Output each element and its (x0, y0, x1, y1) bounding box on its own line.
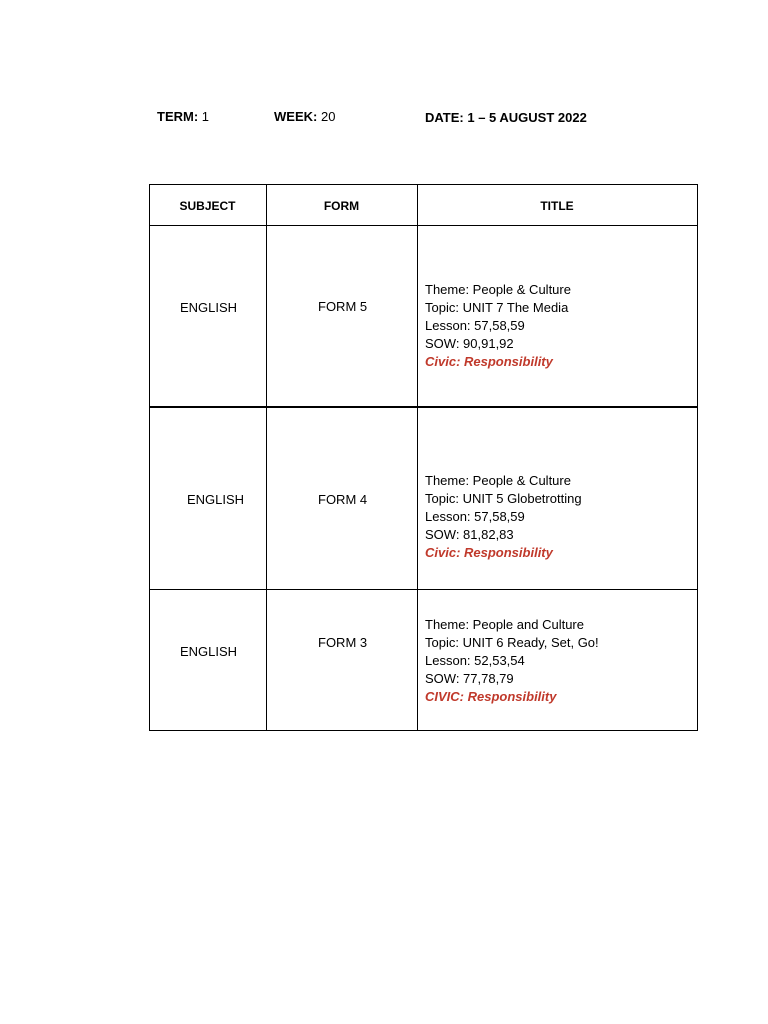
table-border-top (149, 184, 698, 185)
column-divider-1 (266, 184, 267, 731)
column-header-title: TITLE (540, 199, 574, 213)
civic-text: Civic: Responsibility (425, 354, 553, 369)
form-cell: FORM 3 (318, 635, 368, 650)
week-value: 20 (320, 109, 336, 124)
week-label: WEEK: (274, 109, 318, 124)
sow-text: SOW: 81,82,83 (425, 527, 514, 542)
header-divider (149, 225, 698, 226)
week-field (274, 109, 335, 124)
theme-text: Theme: People & Culture (425, 282, 571, 297)
term-label: TERM: (157, 109, 199, 124)
title-cell (425, 281, 695, 371)
column-divider-2 (417, 184, 418, 731)
topic-text: Topic: UNIT 7 The Media (425, 300, 569, 315)
lesson-table (149, 184, 698, 731)
civic-text: CIVIC: Responsibility (425, 689, 557, 704)
topic-text: Topic: UNIT 5 Globetrotting (425, 491, 582, 506)
row-divider-2 (149, 589, 698, 590)
column-header-form: FORM (323, 199, 360, 213)
theme-text: Theme: People & Culture (425, 473, 571, 488)
lesson-text: Lesson: 52,53,54 (425, 653, 525, 668)
title-cell (425, 616, 695, 706)
form-cell: FORM 4 (318, 492, 368, 507)
table-border-bottom (149, 730, 698, 731)
subject-cell: ENGLISH (180, 300, 238, 315)
term-value: 1 (201, 109, 210, 124)
row-divider-1 (149, 406, 698, 408)
topic-text: Topic: UNIT 6 Ready, Set, Go! (425, 635, 599, 650)
term-field (157, 109, 209, 124)
sow-text: SOW: 77,78,79 (425, 671, 514, 686)
form-cell: FORM 5 (318, 299, 368, 314)
theme-text: Theme: People and Culture (425, 617, 584, 632)
lesson-text: Lesson: 57,58,59 (425, 318, 525, 333)
table-border-left (149, 184, 150, 731)
column-header-subject: SUBJECT (179, 199, 236, 213)
table-border-right (697, 184, 698, 731)
sow-text: SOW: 90,91,92 (425, 336, 514, 351)
lesson-text: Lesson: 57,58,59 (425, 509, 525, 524)
subject-cell: ENGLISH (180, 644, 238, 659)
date-field: DATE: 1 – 5 AUGUST 2022 (425, 110, 587, 125)
title-cell (425, 472, 695, 562)
subject-cell: ENGLISH (187, 492, 245, 507)
civic-text: Civic: Responsibility (425, 545, 553, 560)
